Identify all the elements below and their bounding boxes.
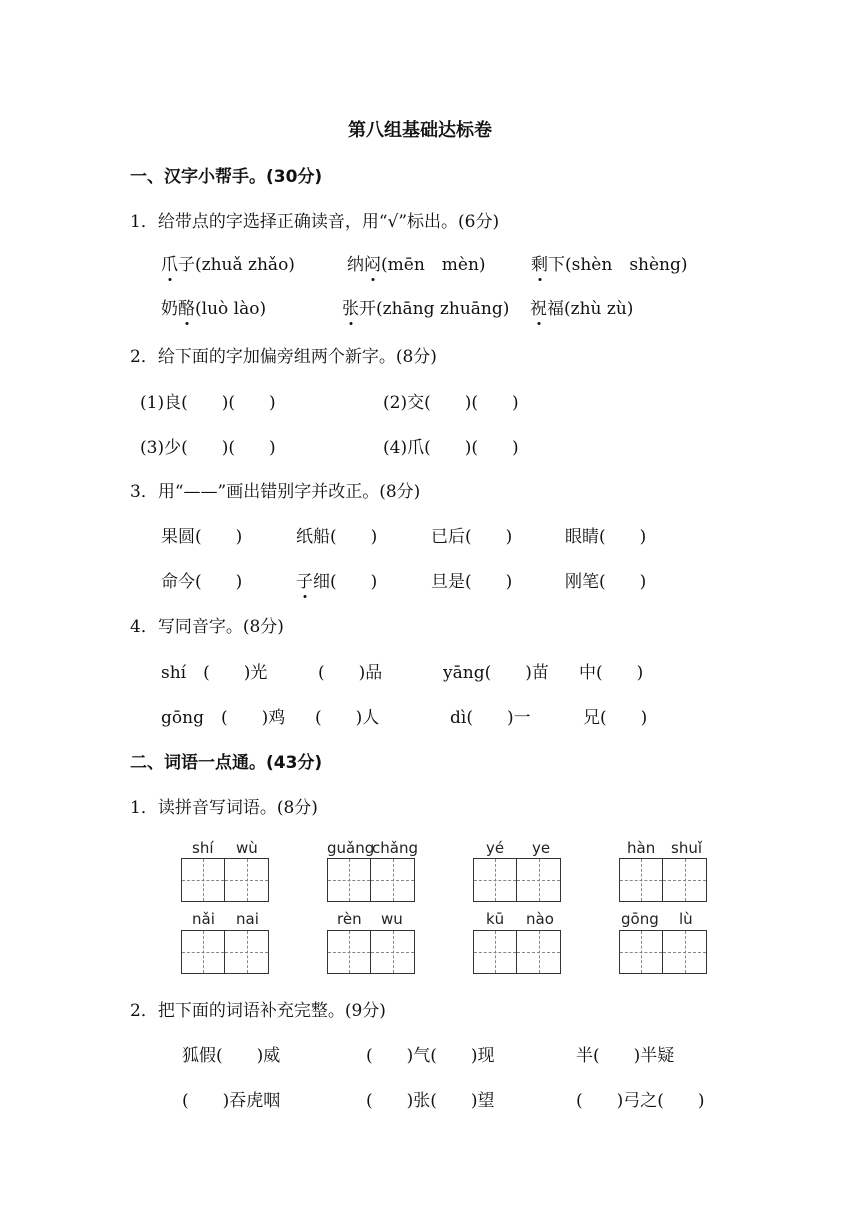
q3-item: 刚笔( ) [565, 572, 647, 592]
pinyin-label: hàn [627, 839, 656, 857]
q4-item: 中( ) [579, 663, 644, 683]
writing-grid[interactable] [327, 930, 415, 974]
q1-item: 张开(zhāng zhuāng) [342, 294, 509, 319]
idiom-item: 狐假( )威 [182, 1046, 281, 1066]
idiom-item: ( )吞虎咽 [182, 1091, 281, 1111]
section-1-heading: 一、汉字小帮手。(30分) [130, 167, 323, 187]
pinyin-label: shuǐ [671, 839, 702, 857]
writing-grid[interactable] [619, 930, 707, 974]
writing-grid[interactable] [181, 858, 269, 902]
q2-prompt: 2．给下面的字加偏旁组两个新字。(8分) [130, 347, 437, 367]
q1-prompt: 1．给带点的字选择正确读音，用“√”标出。(6分) [130, 212, 500, 232]
pinyin-label: lù [679, 910, 693, 928]
q4-item: gōng ( )鸡 [161, 708, 286, 728]
pinyin-label: wù [236, 839, 258, 857]
q4-item: 兄( ) [583, 708, 648, 728]
q4-item: yāng( )苗 [443, 663, 549, 683]
q3-item: 果圆( ) [161, 527, 243, 547]
q3-item: 已后( ) [431, 527, 513, 547]
pinyin-label: yé [486, 839, 505, 857]
page-title: 第八组基础达标卷 [348, 120, 492, 141]
pinyin-label: chǎng [372, 839, 418, 857]
q3-item: 命今( ) [161, 572, 243, 592]
idiom-item: ( )张( )望 [366, 1091, 495, 1111]
q4-item: ( )品 [318, 663, 383, 683]
writing-grid[interactable] [619, 858, 707, 902]
q3-item: 旦是( ) [431, 572, 513, 592]
pinyin-label: nai [236, 910, 259, 928]
pinyin-label: guǎng [327, 839, 375, 857]
idiom-item: ( )气( )现 [366, 1046, 495, 1066]
pinyin-label: nào [526, 910, 554, 928]
pinyin-label: wu [381, 910, 403, 928]
writing-grid[interactable] [473, 858, 561, 902]
pinyin-label: shí [192, 839, 214, 857]
idiom-item: ( )弓之( ) [576, 1091, 705, 1111]
q2-item: (4)爪( )( ) [383, 438, 519, 458]
q2-item: (1)良( )( ) [140, 393, 276, 413]
q4-item: ( )人 [315, 708, 380, 728]
writing-grid[interactable] [181, 930, 269, 974]
s2-q1-prompt: 1．读拼音写词语。(8分) [130, 798, 318, 818]
writing-grid[interactable] [327, 858, 415, 902]
pinyin-label: gōng [621, 910, 659, 928]
pinyin-label: rèn [337, 910, 362, 928]
q1-item: 奶酪(luò lào) [161, 294, 266, 319]
q2-item: (2)交( )( ) [383, 393, 519, 413]
q1-item: 祝福(zhù zù) [530, 294, 633, 319]
s2-q2-prompt: 2．把下面的词语补充完整。(9分) [130, 1001, 386, 1021]
q3-item: 子细( ) [296, 567, 377, 592]
q4-item: dì( )一 [450, 708, 531, 728]
pinyin-label: nǎi [192, 910, 215, 928]
q1-item: 纳闷(mēn mèn) [347, 250, 486, 275]
pinyin-label: ye [532, 839, 551, 857]
writing-grid[interactable] [473, 930, 561, 974]
q3-item: 纸船( ) [296, 527, 378, 547]
idiom-item: 半( )半疑 [576, 1046, 675, 1066]
q3-prompt: 3．用“——”画出错别字并改正。(8分) [130, 482, 421, 502]
q1-item: 爪子(zhuǎ zhǎo) [161, 250, 295, 275]
pinyin-label: kū [486, 910, 505, 928]
section-2-heading: 二、词语一点通。(43分) [130, 753, 323, 773]
q4-item: shí ( )光 [161, 663, 268, 683]
q1-item: 剩下(shèn shèng) [531, 250, 688, 275]
q3-item: 眼睛( ) [565, 527, 647, 547]
q4-prompt: 4．写同音字。(8分) [130, 617, 284, 637]
q2-item: (3)少( )( ) [140, 438, 276, 458]
